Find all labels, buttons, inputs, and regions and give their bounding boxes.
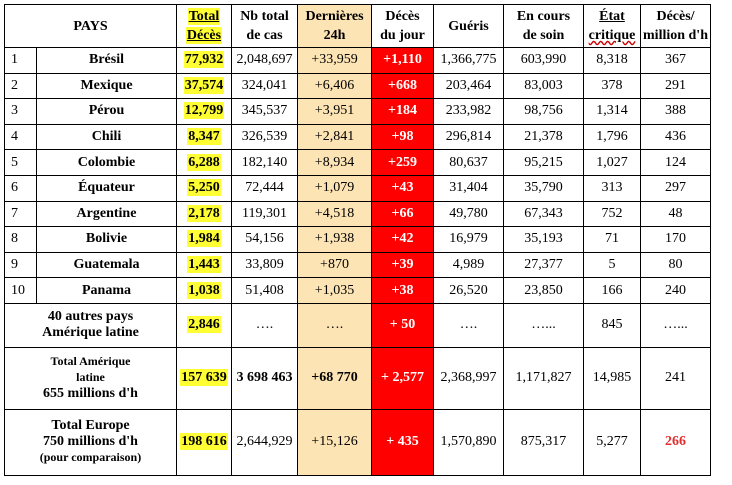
total-deces-cell: 37,574 — [177, 73, 232, 99]
table-row — [5, 252, 711, 278]
total-europe-nb-total: 2,644,929 — [232, 409, 298, 475]
gueris-cell: 26,520 — [434, 278, 504, 304]
deces-million-cell: 170 — [641, 227, 711, 253]
rank-cell: 2 — [5, 73, 37, 99]
dernieres-24h-cell: +3,951 — [298, 99, 372, 125]
en-cours-cell: 23,850 — [504, 278, 584, 304]
nb-total-cell: 326,539 — [232, 124, 298, 150]
table-row — [5, 99, 711, 125]
total-latam-deces: 157 639 — [177, 347, 232, 409]
en-cours-cell: 603,990 — [504, 48, 584, 74]
en-cours-cell: 67,343 — [504, 201, 584, 227]
gueris-cell: 4,989 — [434, 252, 504, 278]
nb-total-cell: 54,156 — [232, 227, 298, 253]
others-gueris: …. — [434, 303, 504, 347]
etat-critique-cell: 8,318 — [584, 48, 641, 74]
deces-jour-cell: +66 — [372, 201, 434, 227]
header-pays: PAYS — [5, 5, 177, 48]
deces-million-cell: 388 — [641, 99, 711, 125]
dernieres-24h-cell: +1,079 — [298, 175, 372, 201]
deces-jour-cell: +1,110 — [372, 48, 434, 74]
total-latam-en-cours: 1,171,827 — [504, 347, 584, 409]
total-deces-cell: 6,288 — [177, 150, 232, 176]
dernieres-24h-cell: +870 — [298, 252, 372, 278]
table-row — [5, 150, 711, 176]
country-cell: Panama — [37, 278, 177, 304]
total-europe-deces: 198 616 — [177, 409, 232, 475]
others-nb-total: …. — [232, 303, 298, 347]
nb-total-cell: 182,140 — [232, 150, 298, 176]
deces-jour-cell: +98 — [372, 124, 434, 150]
nb-total-cell: 345,537 — [232, 99, 298, 125]
total-europe-deces-million: 266 — [641, 409, 711, 475]
total-latam-dernieres: +68 770 — [298, 347, 372, 409]
total-europe-gueris: 1,570,890 — [434, 409, 504, 475]
deces-jour-cell: +39 — [372, 252, 434, 278]
country-cell: Brésil — [37, 48, 177, 74]
total-europe-row — [5, 409, 711, 475]
header-dernieres-24h: Dernières 24h — [298, 5, 372, 48]
gueris-cell: 233,982 — [434, 99, 504, 125]
total-latam-gueris: 2,368,997 — [434, 347, 504, 409]
total-deces-cell: 1,443 — [177, 252, 232, 278]
total-latam-deces-million: 241 — [641, 347, 711, 409]
etat-critique-cell: 1,796 — [584, 124, 641, 150]
header-row — [5, 5, 711, 48]
country-cell: Équateur — [37, 175, 177, 201]
etat-critique-cell: 752 — [584, 201, 641, 227]
others-row — [5, 303, 711, 347]
deces-million-cell: 436 — [641, 124, 711, 150]
etat-critique-cell: 5 — [584, 252, 641, 278]
etat-critique-cell: 378 — [584, 73, 641, 99]
etat-critique-cell: 166 — [584, 278, 641, 304]
deces-million-cell: 297 — [641, 175, 711, 201]
rank-cell: 10 — [5, 278, 37, 304]
dernieres-24h-cell: +6,406 — [298, 73, 372, 99]
en-cours-cell: 35,193 — [504, 227, 584, 253]
en-cours-cell: 27,377 — [504, 252, 584, 278]
en-cours-cell: 83,003 — [504, 73, 584, 99]
header-nb-total: Nb total de cas — [232, 5, 298, 48]
others-etat-critique: 845 — [584, 303, 641, 347]
nb-total-cell: 33,809 — [232, 252, 298, 278]
covid-stats-table — [4, 4, 711, 476]
rank-cell: 9 — [5, 252, 37, 278]
deces-jour-cell: +668 — [372, 73, 434, 99]
country-cell: Argentine — [37, 201, 177, 227]
rank-cell: 5 — [5, 150, 37, 176]
deces-jour-cell: +259 — [372, 150, 434, 176]
others-label: 40 autres pays Amérique latine — [5, 303, 177, 347]
header-deces-jour: Décès du jour — [372, 5, 434, 48]
deces-million-cell: 240 — [641, 278, 711, 304]
gueris-cell: 31,404 — [434, 175, 504, 201]
deces-jour-cell: +42 — [372, 227, 434, 253]
rank-cell: 6 — [5, 175, 37, 201]
header-etat-critique: État critique — [584, 5, 641, 48]
gueris-cell: 296,814 — [434, 124, 504, 150]
total-latam-nb-total: 3 698 463 — [232, 347, 298, 409]
etat-critique-cell: 1,027 — [584, 150, 641, 176]
total-deces-cell: 1,984 — [177, 227, 232, 253]
rank-cell: 8 — [5, 227, 37, 253]
total-latam-deces-jour: + 2,577 — [372, 347, 434, 409]
table-row — [5, 73, 711, 99]
rank-cell: 3 — [5, 99, 37, 125]
country-cell: Colombie — [37, 150, 177, 176]
gueris-cell: 203,464 — [434, 73, 504, 99]
deces-jour-cell: +184 — [372, 99, 434, 125]
deces-million-cell: 48 — [641, 201, 711, 227]
dernieres-24h-cell: +2,841 — [298, 124, 372, 150]
en-cours-cell: 98,756 — [504, 99, 584, 125]
country-cell: Guatemala — [37, 252, 177, 278]
table-row — [5, 201, 711, 227]
table-row — [5, 278, 711, 304]
others-dernieres: …. — [298, 303, 372, 347]
total-latam-label: Total Amérique latine 655 millions d'h — [5, 347, 177, 409]
total-europe-etat-critique: 5,277 — [584, 409, 641, 475]
total-europe-dernieres: +15,126 — [298, 409, 372, 475]
total-europe-en-cours: 875,317 — [504, 409, 584, 475]
others-deces-million: …... — [641, 303, 711, 347]
dernieres-24h-cell: +1,035 — [298, 278, 372, 304]
total-deces-cell: 1,038 — [177, 278, 232, 304]
deces-million-cell: 124 — [641, 150, 711, 176]
total-latam-row — [5, 347, 711, 409]
nb-total-cell: 119,301 — [232, 201, 298, 227]
etat-critique-cell: 1,314 — [584, 99, 641, 125]
country-rows — [5, 48, 711, 304]
table-row — [5, 124, 711, 150]
country-cell: Chili — [37, 124, 177, 150]
nb-total-cell: 2,048,697 — [232, 48, 298, 74]
total-europe-label: Total Europe 750 millions d'h (pour comparaison) — [5, 409, 177, 475]
deces-jour-cell: +43 — [372, 175, 434, 201]
covid-table-container — [4, 4, 711, 476]
header-gueris: Guéris — [434, 5, 504, 48]
deces-million-cell: 291 — [641, 73, 711, 99]
total-deces-cell: 5,250 — [177, 175, 232, 201]
header-total-deces: Total Décès — [177, 5, 232, 48]
nb-total-cell: 324,041 — [232, 73, 298, 99]
table-row — [5, 227, 711, 253]
header-en-cours: En cours de soin — [504, 5, 584, 48]
table-row — [5, 175, 711, 201]
rank-cell: 1 — [5, 48, 37, 74]
total-deces-cell: 77,932 — [177, 48, 232, 74]
gueris-cell: 80,637 — [434, 150, 504, 176]
gueris-cell: 1,366,775 — [434, 48, 504, 74]
dernieres-24h-cell: +4,518 — [298, 201, 372, 227]
deces-million-cell: 367 — [641, 48, 711, 74]
dernieres-24h-cell: +1,938 — [298, 227, 372, 253]
en-cours-cell: 95,215 — [504, 150, 584, 176]
etat-critique-cell: 313 — [584, 175, 641, 201]
etat-critique-cell: 71 — [584, 227, 641, 253]
total-deces-cell: 8,347 — [177, 124, 232, 150]
table-row — [5, 48, 711, 74]
country-cell: Bolivie — [37, 227, 177, 253]
gueris-cell: 16,979 — [434, 227, 504, 253]
nb-total-cell: 72,444 — [232, 175, 298, 201]
en-cours-cell: 21,378 — [504, 124, 584, 150]
dernieres-24h-cell: +33,959 — [298, 48, 372, 74]
total-deces-cell: 12,799 — [177, 99, 232, 125]
others-deces-jour: + 50 — [372, 303, 434, 347]
deces-jour-cell: +38 — [372, 278, 434, 304]
total-latam-etat-critique: 14,985 — [584, 347, 641, 409]
total-europe-deces-jour: + 435 — [372, 409, 434, 475]
total-deces-cell: 2,178 — [177, 201, 232, 227]
en-cours-cell: 35,790 — [504, 175, 584, 201]
others-total-deces: 2,846 — [177, 303, 232, 347]
nb-total-cell: 51,408 — [232, 278, 298, 304]
rank-cell: 7 — [5, 201, 37, 227]
deces-million-cell: 80 — [641, 252, 711, 278]
country-cell: Mexique — [37, 73, 177, 99]
rank-cell: 4 — [5, 124, 37, 150]
country-cell: Pérou — [37, 99, 177, 125]
gueris-cell: 49,780 — [434, 201, 504, 227]
header-deces-million: Décès/ million d'h — [641, 5, 711, 48]
others-en-cours: …... — [504, 303, 584, 347]
dernieres-24h-cell: +8,934 — [298, 150, 372, 176]
